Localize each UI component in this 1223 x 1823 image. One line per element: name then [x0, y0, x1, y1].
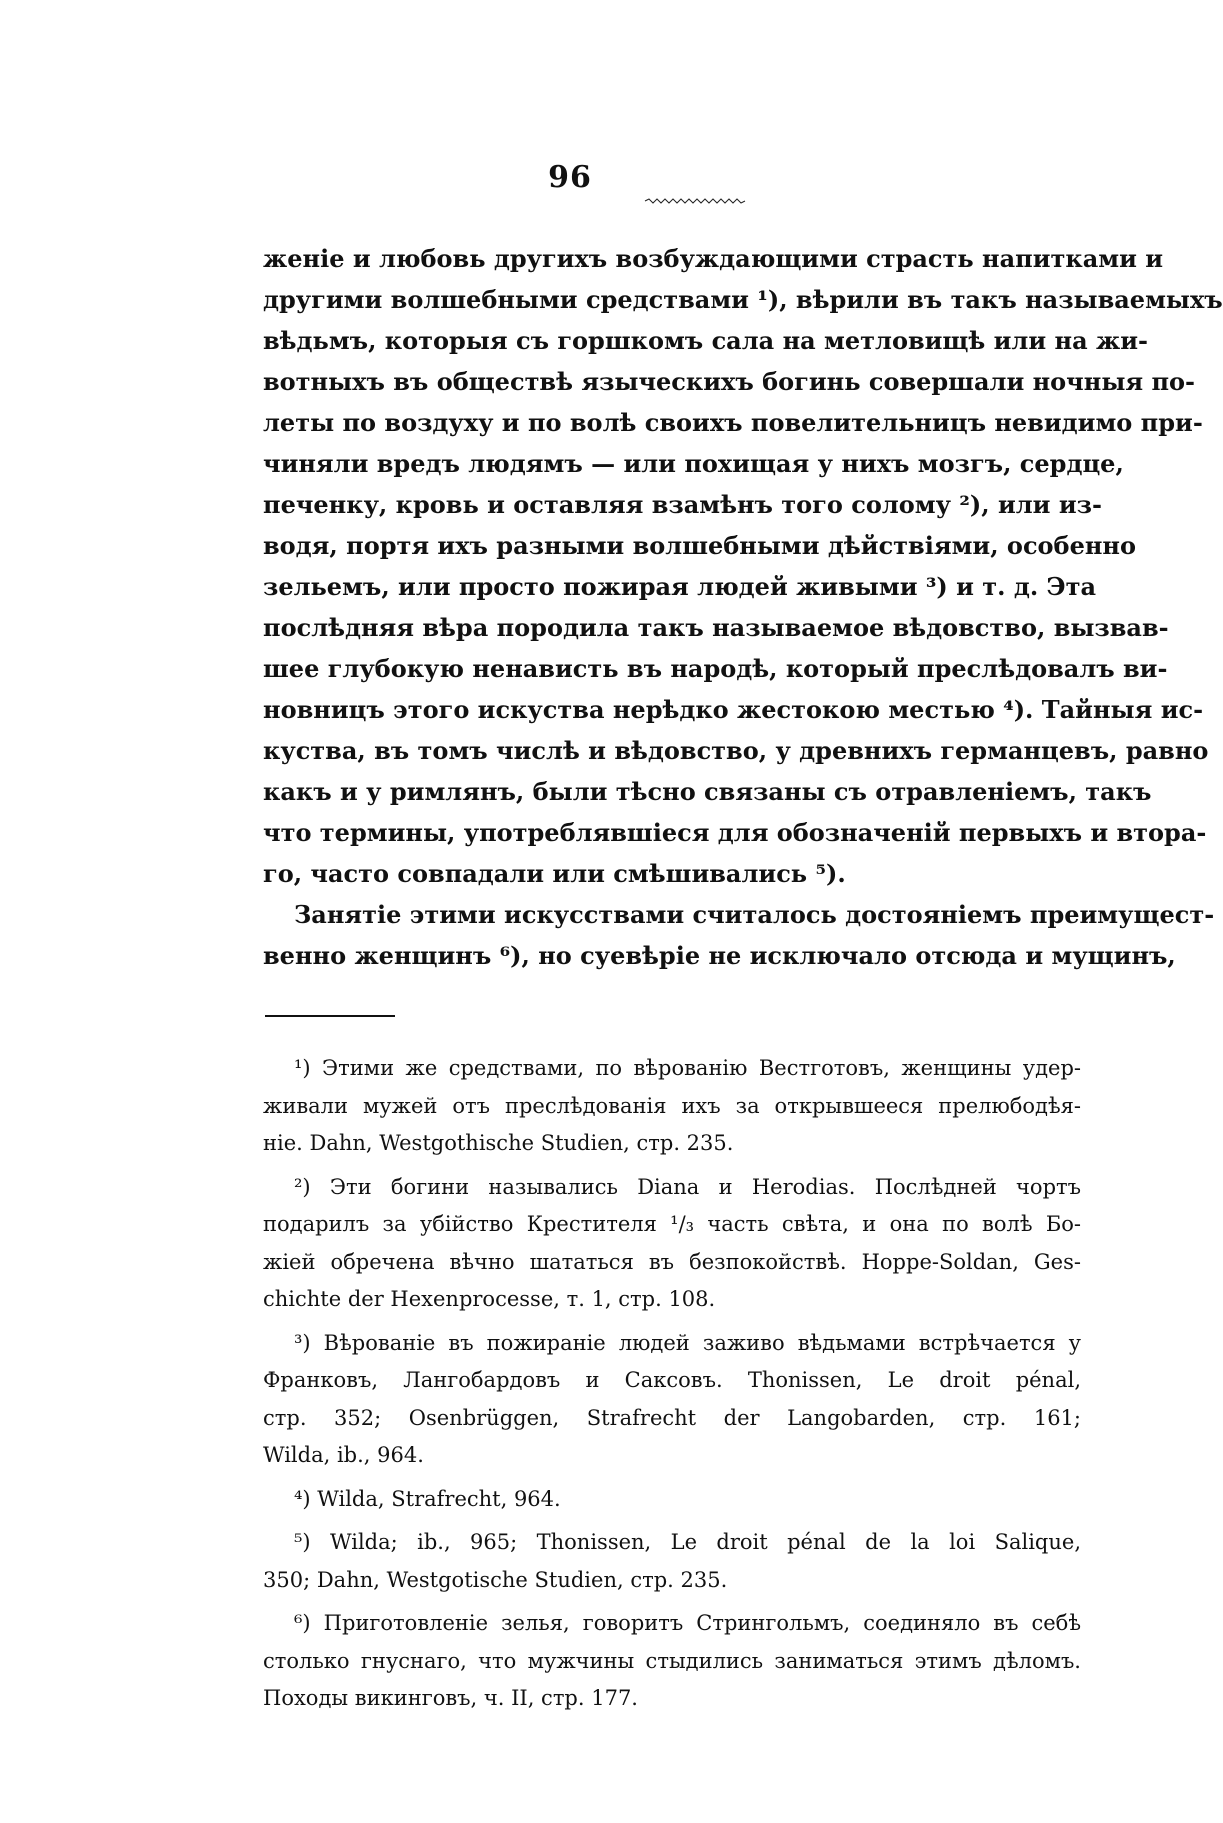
footnote-separator	[265, 1015, 395, 1017]
text-line: водя, портя ихъ разными волшебными дѣйствіями, особенно	[263, 531, 1136, 560]
text-line: вотныхъ въ обществѣ языческихъ богинь совершали ночныя по-	[263, 367, 1195, 396]
footnote-line: Wilda, ib., 964.	[263, 1443, 424, 1467]
text-line: другими волшебными средствами ¹), вѣрили въ такъ называемыхъ	[263, 285, 1223, 314]
footnote-line: жіей обречена вѣчно шататься въ безпокойствѣ. Hoppe-Soldan, Ges-	[263, 1249, 1081, 1274]
footnote-line: ¹) Этими же средствами, по вѣрованію Вестготовъ, женщины удер-	[294, 1056, 1081, 1080]
footnote-line: ⁶) Приготовленіе зелья, говоритъ Стрингольмъ, соединяло въ себѣ	[294, 1611, 1081, 1635]
footnote-line: chichte der Hexenprocesse, т. 1, стр. 108.	[263, 1287, 716, 1311]
footnote-line: Франковъ, Лангобардовъ и Саксовъ. Thonissen, Le droit pénal,	[263, 1368, 1081, 1392]
text-line: чиняли вредъ людямъ — или похищая у нихъ мозгъ, сердце,	[263, 449, 1124, 478]
footnote-line: ³) Вѣрованіе въ пожираніе людей заживо вѣдьмами встрѣчается у	[294, 1330, 1081, 1355]
footnote-line: столько гнуснаго, что мужчины стыдились заниматься этимъ дѣломъ.	[263, 1648, 1081, 1673]
footnote-line: Походы викинговъ, ч. II, стр. 177.	[263, 1686, 638, 1710]
footnote-line: подарилъ за убійство Крестителя ¹/₃ часть свѣта, и она по волѣ Бо-	[263, 1212, 1081, 1236]
text-line: женіе и любовь другихъ возбуждающими страсть напитками и	[263, 244, 1164, 273]
page-number-ornament	[645, 198, 745, 204]
text-line: что термины, употреблявшіеся для обозначеній первыхъ и втора-	[263, 818, 1207, 847]
footnote-line: 350; Dahn, Westgotische Studien, стр. 235.	[263, 1567, 728, 1592]
footnote-line: ²) Эти богини назывались Diana и Herodias. Послѣдней чортъ	[294, 1174, 1081, 1199]
footnote-2	[263, 1169, 1081, 1319]
text-line: леты по воздуху и по волѣ своихъ повелительницъ невидимо при-	[263, 408, 1203, 437]
footnote-line: живали мужей отъ преслѣдованія ихъ за открывшееся прелюбодѣя-	[263, 1093, 1081, 1118]
text-line: зельемъ, или просто пожирая людей живыми ³) и т. д. Эта	[263, 572, 1097, 601]
text-line: шее глубокую ненависть въ народѣ, который преслѣдовалъ ви-	[263, 654, 1168, 683]
footnote-1	[263, 1050, 1081, 1163]
text-line: какъ и у римлянъ, были тѣсно связаны съ отравленіемъ, такъ	[263, 777, 1152, 806]
footnote-line: ⁴) Wilda, Strafrecht, 964.	[294, 1486, 561, 1511]
text-line: новницъ этого искуства нерѣдко жестокою местью ⁴). Тайныя ис-	[263, 695, 1204, 724]
text-line: вѣдьмъ, которыя съ горшкомъ сала на метловищѣ или на жи-	[263, 326, 1148, 355]
footnote-line: ⁵) Wilda; ib., 965; Thonissen, Le droit pénal de la loi Salique,	[294, 1530, 1081, 1554]
text-line: Занятіе этими искусствами считалось достояніемъ преимущест-	[294, 900, 1215, 929]
text-line: послѣдняя вѣра породила такъ называемое вѣдовство, вызвав-	[263, 613, 1169, 642]
text-line: го, часто совпадали или смѣшивались ⁵).	[263, 859, 846, 888]
footnote-4	[263, 1481, 1081, 1519]
footnotes	[263, 1050, 1081, 1718]
footnote-line: стр. 352; Osenbrüggen, Strafrecht der Langobarden, стр. 161;	[263, 1405, 1081, 1430]
page-number: 96	[548, 160, 592, 195]
footnote-3	[263, 1325, 1081, 1475]
text-line: куства, въ томъ числѣ и вѣдовство, у древнихъ германцевъ, равно	[263, 736, 1209, 765]
main-text	[263, 238, 1223, 976]
footnote-line: ніе. Dahn, Westgothische Studien, стр. 235.	[263, 1131, 734, 1155]
footnote-5	[263, 1524, 1081, 1599]
text-line: венно женщинъ ⁶), но суевѣріе не исключало отсюда и мущинъ,	[263, 941, 1176, 970]
text-line: печенку, кровь и оставляя взамѣнъ того солому ²), или из-	[263, 490, 1102, 519]
footnote-6	[263, 1605, 1081, 1718]
